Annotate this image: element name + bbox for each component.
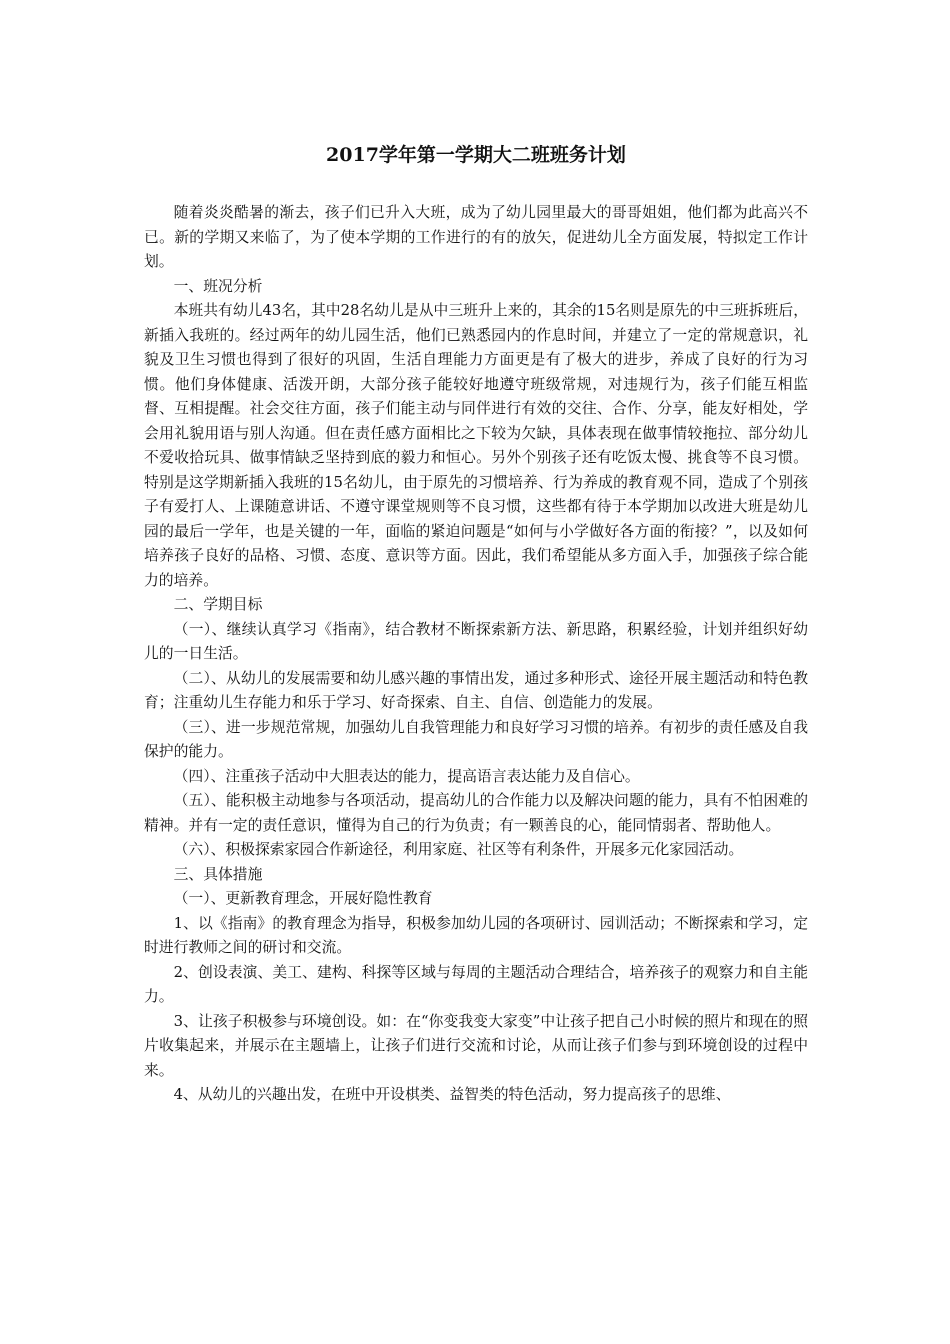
goal-item: （一）、继续认真学习《指南》，结合教材不断探索新方法、新思路，积累经验，计划并组织好幼儿的一日生活。 (144, 620, 808, 662)
measure-item: 4、从幼儿的兴趣出发，在班中开设棋类、益智类的特色活动，努力提高孩子的思维、 (173, 1086, 731, 1103)
document-page (144, 138, 808, 1108)
measure-item: 1、以《指南》的教育理念为指导，积极参加幼儿园的各项研讨、园训活动；不断探索和学习，定时进行教师之间的研讨和交流。 (144, 914, 808, 956)
measure-item: 2、创设表演、美工、建构、科探等区域与每周的主题活动合理结合，培养孩子的观察力和自主能力。 (144, 963, 808, 1005)
section-heading-semester-goals: 二、学期目标 (173, 596, 263, 613)
goal-item: （四）、注重孩子活动中大胆表达的能力，提高语言表达能力及自信心。 (173, 767, 640, 785)
subsection-heading-education-concept: （一）、更新教育理念，开展好隐性教育 (173, 890, 433, 907)
document-title: 2017学年第一学期大二班班务计划 (326, 144, 626, 166)
measure-item: 3、让孩子积极参与环境创设。如：在“你变我变大家变”中让孩子把自己小时候的照片和现在的照片收集起来，并展示在主题墙上，让孩子们进行交流和讨论，从而让孩子们参与到环境创设的过程中来。 (144, 1012, 808, 1079)
goal-item: （五）、能积极主动地参与各项活动，提高幼儿的合作能力以及解决问题的能力，具有不怕困难的精神。并有一定的责任意识，懂得为自己的行为负责；有一颗善良的心，能同情弱者、帮助他人。 (144, 792, 808, 834)
goal-item: （二）、从幼儿的发展需要和幼儿感兴趣的事情出发，通过多种形式、途径开展主题活动和特色教育；注重幼儿生存能力和乐于学习、好奇探索、自主、自信、创造能力的发展。 (144, 669, 808, 711)
goal-item: （六）、积极探索家园合作新途径，利用家庭、社区等有利条件，开展多元化家园活动。 (173, 841, 744, 858)
section-heading-class-analysis: 一、班况分析 (173, 277, 263, 295)
intro-paragraph: 随着炎炎酷暑的渐去，孩子们已升入大班，成为了幼儿园里最大的哥哥姐姐，他们都为此高兴不已。新的学期又来临了，为了使本学期的工作进行的有的放矢，促进幼儿全方面发展，特拟定工作计划。 (144, 204, 808, 270)
class-analysis-paragraph: 本班共有幼儿43名，其中28名幼儿是从中三班升上来的，其余的15名则是原先的中三班拆班后，新插入我班的。经过两年的幼儿园生活，他们已熟悉园内的作息时间，并建立了一定的常规意识，礼貌及卫生习惯也得到了很好的巩固，生活自理能力方面更是有了极大的进步，养成了良好的行为习惯。他们身体健康、活泼开朗，大部分孩子能较好地遵守班级常规，对违规行为，孩子们能互相监督、互相提醒。社会交往方面，孩子们能主动与同伴进行有效的交往、合作、分享，能友好相处，学会用礼貌用语与别人沟通。但在责任感方面相比之下较为欠缺，具体表现在做事情较拖拉、部分幼儿不爱收拾玩具、做事情缺乏坚持到底的毅力和恒心。另外个别孩子还有吃饭太慢、挑食等不良习惯。特别是这学期新插入我班的15名幼儿，由于原先的习惯培养、行为养成的教育观不同，造成了个别孩子有爱打人、上课随意讲话、不遵守课堂规则等不良习惯，这些都有待于本学期加以改进大班是幼儿园的最后一学年，也是关键的一年，面临的紧迫问题是“如何与小学做好各方面的衔接？”，以及如何培养孩子良好的品格、习惯、态度、意识等方面。因此，我们希望能从多方面入手，加强孩子综合能力的培养。 (144, 302, 808, 589)
section-heading-measures: 三、具体措施 (173, 865, 263, 883)
goal-item: （三）、进一步规范常规，加强幼儿自我管理能力和良好学习习惯的培养。有初步的责任感及自我保护的能力。 (144, 718, 808, 760)
